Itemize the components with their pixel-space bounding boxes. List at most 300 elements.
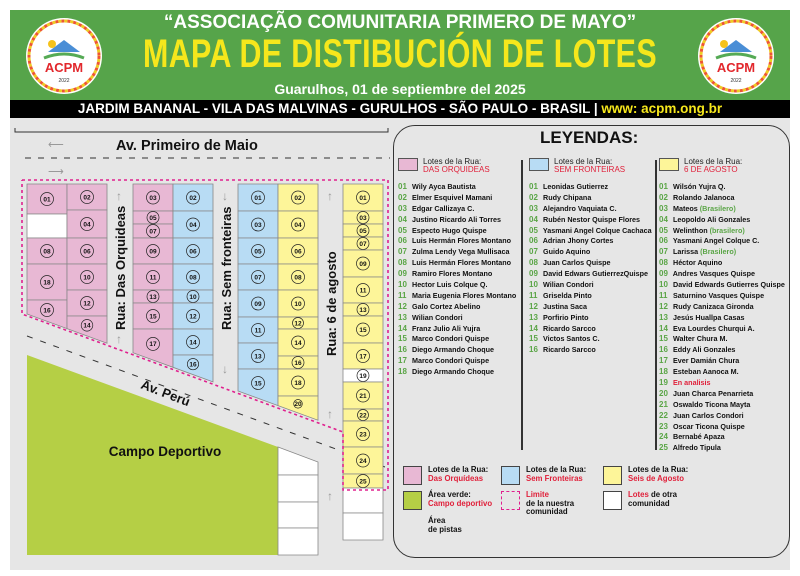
owner-name: Wilsón Yujra Q. (671, 182, 726, 191)
legend-owner-item (659, 313, 785, 324)
legend-owner-item (659, 302, 785, 313)
legend-owner-item (659, 226, 785, 237)
lot-number: 10 (659, 280, 668, 290)
key-street: Seis de Agosto (628, 473, 685, 483)
legend-header-street: DAS ORQUIDEAS (423, 165, 490, 174)
lot-number: 20 (659, 388, 668, 398)
lot-number: 23 (359, 431, 367, 439)
lot-number: 25 (359, 478, 367, 486)
lot-number: 10 (294, 300, 302, 308)
lot-number: 05 (659, 225, 668, 235)
lot-number: 05 (254, 248, 262, 256)
key-otra-comunidad (603, 491, 677, 510)
lot-number: 11 (359, 287, 367, 295)
rua-sem-fronteiras-label: Rua: Sem fronteiras (219, 206, 234, 330)
legend-owner-item (398, 302, 516, 313)
legend-owner-item (659, 247, 785, 258)
lot-number: 17 (659, 356, 668, 366)
lot-number: 25 (659, 443, 668, 453)
legend-owner-item (529, 182, 652, 193)
lot-number: 01 (659, 182, 668, 191)
owner-name: Ramiro Flores Montano (410, 269, 493, 279)
lot-number: 04 (294, 221, 302, 229)
lot-number: 16 (43, 307, 51, 315)
lot-number: 05 (149, 214, 157, 222)
lot-number: 08 (398, 258, 407, 268)
legend-owner-item (398, 280, 516, 291)
lot-number: 13 (254, 353, 262, 361)
owner-name: Marco Condori Quispe (410, 356, 490, 366)
owner-note: (Brasilero) (697, 203, 736, 213)
legend-owner-item (529, 215, 652, 226)
svg-text:ACPM: ACPM (44, 60, 84, 75)
owner-name: Mateos (671, 203, 698, 213)
owner-name: Oswaldo Ticona Mayta (671, 399, 751, 409)
legend-header-label: Lotes de la Rua: (423, 157, 482, 166)
owner-name: Galo Cortez Abelino (410, 301, 481, 311)
lot-number: 13 (529, 312, 538, 322)
legend-owner-item (398, 313, 516, 324)
lot-number: 15 (529, 334, 538, 344)
legend-owner-item (659, 389, 785, 400)
key-sublabel: Campo deportivo (428, 498, 493, 508)
color-swatch (398, 158, 418, 171)
legend-divider (655, 160, 657, 450)
owner-name: Wilian Condori (541, 280, 594, 290)
location-text: JARDIM BANANAL - VILA DAS MALVINAS - GURULHOS - SÃO PAULO - BRASIL | (77, 101, 602, 116)
lot-number: 12 (294, 320, 302, 328)
lot-number: 09 (398, 269, 407, 279)
swatch-pink (403, 466, 422, 485)
owner-name: Luis Hermán Flores Montano (410, 236, 512, 246)
legend-owner-item (659, 193, 785, 204)
legend-owner-item (398, 193, 516, 204)
top-bracket-line (15, 128, 388, 132)
owner-name: Héctor Aquino (671, 258, 723, 268)
legend-column-header (529, 158, 652, 182)
owner-name: Rolando Jalanoca (671, 192, 735, 202)
owner-name: Elmer Esquivel Mamani (410, 192, 493, 202)
owner-name: Rudy Canizaca Gironda (671, 301, 754, 311)
legend-owner-item (398, 291, 516, 302)
owner-name: Alfredo Tipula (671, 443, 721, 453)
legend-owner-item (398, 367, 516, 378)
lot-number: 02 (294, 194, 302, 202)
lot-number: 14 (659, 323, 668, 333)
legend-owner-item (398, 356, 516, 367)
legend-column (659, 158, 785, 454)
color-swatch (659, 158, 679, 171)
website-link[interactable]: www: acpm.ong.br (601, 101, 723, 116)
lot-number: 05 (359, 227, 367, 235)
owner-name: Rudy Chipana (541, 192, 592, 202)
lot-number: 14 (294, 339, 302, 347)
svg-text:2022: 2022 (730, 78, 742, 84)
legend-owner-item (659, 443, 785, 454)
legend-column (398, 158, 516, 378)
svg-text:ACPM: ACPM (716, 60, 756, 75)
legend-owner-item (659, 334, 785, 345)
lot-number: 07 (359, 240, 367, 248)
lot-number: 14 (398, 323, 407, 333)
lot-number: 15 (359, 326, 367, 334)
key-label: Área verde: (428, 490, 471, 499)
key-label: Lotes de la Rua: (628, 465, 689, 474)
lot-number: 02 (189, 194, 197, 202)
legend-owner-item (529, 226, 652, 237)
date-line: Guarulhos, 01 de septiembre del 2025 (274, 81, 526, 97)
lot-number: 16 (529, 345, 538, 355)
legend-owner-item (659, 400, 785, 411)
lot-number: 16 (398, 345, 407, 355)
lot-number: 20 (294, 401, 302, 409)
lot-number: 16 (294, 359, 302, 367)
legend-owner-item (529, 247, 652, 258)
lot-number: 07 (529, 247, 538, 257)
lot-seis_agosto[interactable] (343, 488, 383, 513)
key-street: Das Orquídeas (428, 473, 484, 483)
lot-number: 12 (659, 301, 668, 311)
lot-number: 13 (398, 312, 407, 322)
owner-name: Diego Armando Choque (410, 345, 494, 355)
owner-name: Walter Chura M. (671, 334, 728, 344)
legend-owner-item (659, 215, 785, 226)
lot-number: 04 (398, 214, 407, 224)
lot-number: 11 (529, 290, 538, 300)
lot-other[interactable] (278, 447, 318, 475)
owner-name: Ever Damián Chura (671, 356, 740, 366)
owner-name: Saturnino Vasques Quispe (671, 290, 765, 300)
owner-name: Zulma Lendy Vega Mullisaca (410, 247, 510, 257)
key-sublabel: comunidad (526, 507, 568, 516)
color-swatch (529, 158, 549, 171)
legend-owner-item (659, 345, 785, 356)
rua-orquideas-label: Rua: Das Orquideas (113, 205, 128, 330)
legend-owner-item (659, 367, 785, 378)
lot-number: 18 (659, 367, 668, 377)
owner-name: Diego Armando Choque (410, 367, 494, 377)
lot-number: 04 (529, 214, 538, 224)
owner-name: Esteban Aanoca M. (671, 367, 739, 377)
lot-number: 12 (529, 301, 538, 311)
legend-divider (521, 160, 523, 450)
lot-number: 07 (254, 274, 262, 282)
lot-number: 16 (189, 361, 197, 369)
legend-header-label: Lotes de la Rua: (684, 157, 743, 166)
lot-number: 18 (43, 279, 51, 287)
legend-column-header (398, 158, 516, 182)
lot-number: 06 (189, 248, 197, 256)
lot-number: 03 (398, 203, 407, 213)
lot-number: 05 (398, 225, 407, 235)
owner-name: Oscar Ticona Quispe (671, 421, 745, 431)
arrow-down-icon: ↓ (222, 362, 228, 376)
owner-name: Leopoldo Ali Gonzales (671, 214, 751, 224)
owner-name: Bernabé Apaza (671, 432, 725, 442)
owner-name: Alejandro Vaquiata C. (541, 203, 617, 213)
lot-number: 02 (529, 192, 538, 202)
lot-number: 10 (189, 293, 197, 301)
lot-number: 02 (398, 192, 407, 202)
lot-number: 05 (529, 225, 538, 235)
lot-number: 10 (529, 280, 538, 290)
lot-number: 14 (83, 322, 91, 330)
lot-number: 02 (83, 194, 91, 202)
lot-other[interactable] (278, 475, 318, 502)
lot-number: 16 (659, 345, 668, 355)
owner-name: Eva Lourdes Churqui A. (671, 323, 755, 333)
legend-owner-item (398, 182, 516, 193)
owner-name: Maria Eugenia Flores Montano (410, 290, 517, 300)
key-sublabel: comunidad (628, 498, 670, 508)
lot-number: 09 (359, 260, 367, 268)
legend-owner-item (659, 324, 785, 335)
legend-owner-item (529, 324, 652, 335)
legend-owner-item (659, 236, 785, 247)
owner-name: Justino Ricardo Ali Torres (410, 214, 502, 224)
owner-name: Adrian Jhony Cortes (541, 236, 614, 246)
lot-number: 23 (659, 421, 668, 431)
swatch-yellow (603, 466, 622, 485)
legend-owner-item (398, 269, 516, 280)
legend-owner-item (659, 378, 785, 389)
key-sem-fronteiras (501, 466, 586, 485)
legend-owner-item (398, 247, 516, 258)
lot-number: 01 (359, 194, 367, 202)
lot-number: 07 (398, 247, 407, 257)
legend-owner-item (659, 269, 785, 280)
lot-number: 03 (529, 203, 538, 213)
legend-owner-item (398, 236, 516, 247)
legend-owner-item (529, 313, 652, 324)
lot-number: 17 (359, 353, 367, 361)
key-label: Limite (526, 490, 549, 499)
owner-name: Yasmani Angel Colque Cachaca (541, 225, 652, 235)
lot-number: 22 (659, 410, 668, 420)
lot-number: 12 (398, 301, 407, 311)
lot-number: 09 (659, 269, 668, 279)
lot-number: 15 (659, 334, 668, 344)
lot-number: 09 (149, 248, 157, 256)
owner-name: Luis Hermán Flores Montano (410, 258, 512, 268)
owner-name: Justina Saca (541, 301, 587, 311)
arrow-up-icon: ↑ (116, 332, 122, 346)
av-peru-label: Av. Perú (138, 376, 193, 410)
legend-title: LEYENDAS: (540, 128, 639, 147)
arrow-up-icon: ↑ (116, 189, 122, 203)
lot-number: 15 (254, 380, 262, 388)
lot-number: 12 (83, 300, 91, 308)
lot-number: 22 (359, 412, 367, 420)
lot-number: 11 (149, 274, 157, 282)
key-street: Sem Fronteiras (526, 473, 583, 483)
lot-number: 01 (398, 182, 407, 191)
campo-label: Campo Deportivo (108, 444, 222, 459)
lot-number: 08 (529, 258, 538, 268)
lot-number: 18 (398, 367, 407, 377)
legend-owner-item (529, 236, 652, 247)
arrow-up-icon: ↑ (327, 489, 333, 503)
owner-name: Larissa (671, 247, 699, 257)
legend-owner-item (529, 258, 652, 269)
key-area-verde (403, 491, 492, 510)
arrow-left-icon: ⟵ (48, 139, 64, 151)
legend-owner-item (659, 182, 785, 193)
owner-name: Andres Vasques Quispe (671, 269, 756, 279)
lot-number: 01 (529, 182, 538, 191)
legend-column (529, 158, 652, 356)
legend-owner-item (529, 334, 652, 345)
swatch-white (603, 491, 622, 510)
owner-name: Especto Hugo Quispe (410, 225, 487, 235)
association-name: “ASSOCIAÇÃO COMUNITARIA PRIMERO DE MAYO” (163, 12, 637, 33)
legend-header-street: SEM FRONTEIRAS (554, 165, 626, 174)
lot-number: 09 (254, 300, 262, 308)
key-label: Lotes de la Rua: (428, 465, 489, 474)
legend-column-header (659, 158, 785, 182)
swatch-dashed (501, 491, 520, 510)
lot-number: 11 (254, 327, 262, 335)
legend-owner-item (398, 324, 516, 335)
lot-number: 09 (529, 269, 538, 279)
owner-name: Wily Ayca Bautista (410, 182, 476, 191)
lot-number: 07 (659, 247, 668, 257)
owner-name: Rubén Nestor Quispe Flores (541, 214, 641, 224)
legend-owner-item (398, 345, 516, 356)
legend-owner-item (398, 334, 516, 345)
lot-number: 10 (398, 280, 407, 290)
owner-note: (brasilero) (707, 225, 745, 235)
owner-name: Leonidas Gutierrez (541, 182, 609, 191)
lot-number: 17 (149, 341, 157, 349)
legend-owner-item (529, 280, 652, 291)
owner-name: Griselda Pinto (541, 290, 592, 300)
legend-owner-item (529, 291, 652, 302)
owner-name: Juan Carlos Condori (671, 410, 744, 420)
legend-header-label: Lotes de la Rua: (554, 157, 613, 166)
swatch-green (403, 491, 422, 510)
legend-owner-item (398, 204, 516, 215)
owner-name: Hector Luis Colque Q. (410, 280, 488, 290)
lot-number: 21 (359, 392, 367, 400)
av-primeiro-label: Av. Primeiro de Maio (116, 138, 258, 154)
lot-number: 01 (43, 196, 51, 204)
key-seis-agosto (603, 466, 688, 485)
owner-name: Marco Condori Quispe (410, 334, 490, 344)
lot-number: 04 (83, 221, 91, 229)
lot-number: 24 (359, 457, 367, 465)
key-label: Lotes (628, 490, 649, 499)
legend-owner-item (659, 280, 785, 291)
lot-number: 08 (659, 258, 668, 268)
lot-number: 21 (659, 399, 668, 409)
lot-number: 04 (659, 214, 668, 224)
key-label: Lotes de la Rua: (526, 465, 587, 474)
lot-other[interactable] (278, 502, 318, 528)
lot-number: 03 (659, 203, 668, 213)
key-sublabel: de pistas (428, 524, 462, 534)
lot-number: 06 (83, 248, 91, 256)
owner-name: Franz Julio Ali Yujra (410, 323, 481, 333)
owner-name: David Edwards Gutierres Quispe (671, 280, 785, 290)
lot-number: 19 (359, 372, 367, 380)
lot-number: 24 (659, 432, 668, 442)
swatch-grey (403, 517, 422, 536)
lot-number: 18 (294, 379, 302, 387)
legend-owner-item (398, 226, 516, 237)
lot-number: 17 (398, 356, 407, 366)
lot-number: 03 (359, 214, 367, 222)
owner-name: Welinthon (671, 225, 708, 235)
lot-seis_agosto[interactable] (343, 513, 383, 540)
owner-name: Ricardo Sarcco (541, 345, 596, 355)
owner-name: Jesús Huallpa Casas (671, 312, 745, 322)
lot-number: 15 (149, 313, 157, 321)
legend-owner-item (529, 269, 652, 280)
lot-number: 08 (294, 274, 302, 282)
lot-number: 03 (149, 194, 157, 202)
legend-owner-item (659, 291, 785, 302)
owner-name: Juan Carlos Quispe (541, 258, 611, 268)
arrow-right-icon: ⟶ (48, 166, 64, 178)
page-title: MAPA DE DISTIBUCIÓN DE LOTES (143, 32, 657, 76)
lot-number: 03 (254, 221, 262, 229)
arrow-up-icon: ↑ (327, 189, 333, 203)
legend-owner-item (659, 411, 785, 422)
legend-header-street: 6 DE AGOSTO (684, 165, 738, 174)
legend-owner-item (529, 302, 652, 313)
owner-name: Victos Santos C. (541, 334, 600, 344)
legend-owner-item (659, 422, 785, 433)
owner-name: David Edwars GutierrezQuispe (541, 269, 649, 279)
lot-number: 10 (83, 274, 91, 282)
lot-other[interactable] (278, 528, 318, 555)
lot-orquideas[interactable] (27, 214, 67, 238)
key-label: de otra (650, 490, 677, 499)
legend-owner-item (659, 432, 785, 443)
owner-name: Edgar Callizaya C. (410, 203, 475, 213)
key-label: Área (428, 516, 446, 525)
legend-owner-item (659, 204, 785, 215)
lot-number: 11 (398, 290, 407, 300)
key-sublabel: de la nuestra (526, 498, 575, 508)
owner-name: Porfirio Pinto (541, 312, 589, 322)
svg-text:2022: 2022 (58, 78, 70, 84)
owner-name: Eddy Ali Gonzales (671, 345, 736, 355)
lot-number: 06 (294, 248, 302, 256)
legend-owner-item (529, 345, 652, 356)
lot-number: 07 (149, 228, 157, 236)
lot-number: 14 (189, 339, 197, 347)
key-area-pistas (403, 517, 462, 536)
lot-number: 13 (149, 293, 157, 301)
lot-number: 02 (659, 192, 668, 202)
lot-number: 13 (659, 312, 668, 322)
owner-name: Wilian Condori (410, 312, 463, 322)
owner-name: En analisis (671, 378, 711, 388)
owner-name: Ricardo Sarcco (541, 323, 596, 333)
legend-owner-item (398, 258, 516, 269)
lot-number: 06 (659, 236, 668, 246)
legend-owner-item (529, 204, 652, 215)
lot-number: 08 (43, 248, 51, 256)
owner-name: Guido Aquino (541, 247, 591, 257)
swatch-blue (501, 466, 520, 485)
lot-number: 15 (398, 334, 407, 344)
legend-owner-item (659, 356, 785, 367)
lot-number: 06 (398, 236, 407, 246)
lot-number: 01 (254, 194, 262, 202)
